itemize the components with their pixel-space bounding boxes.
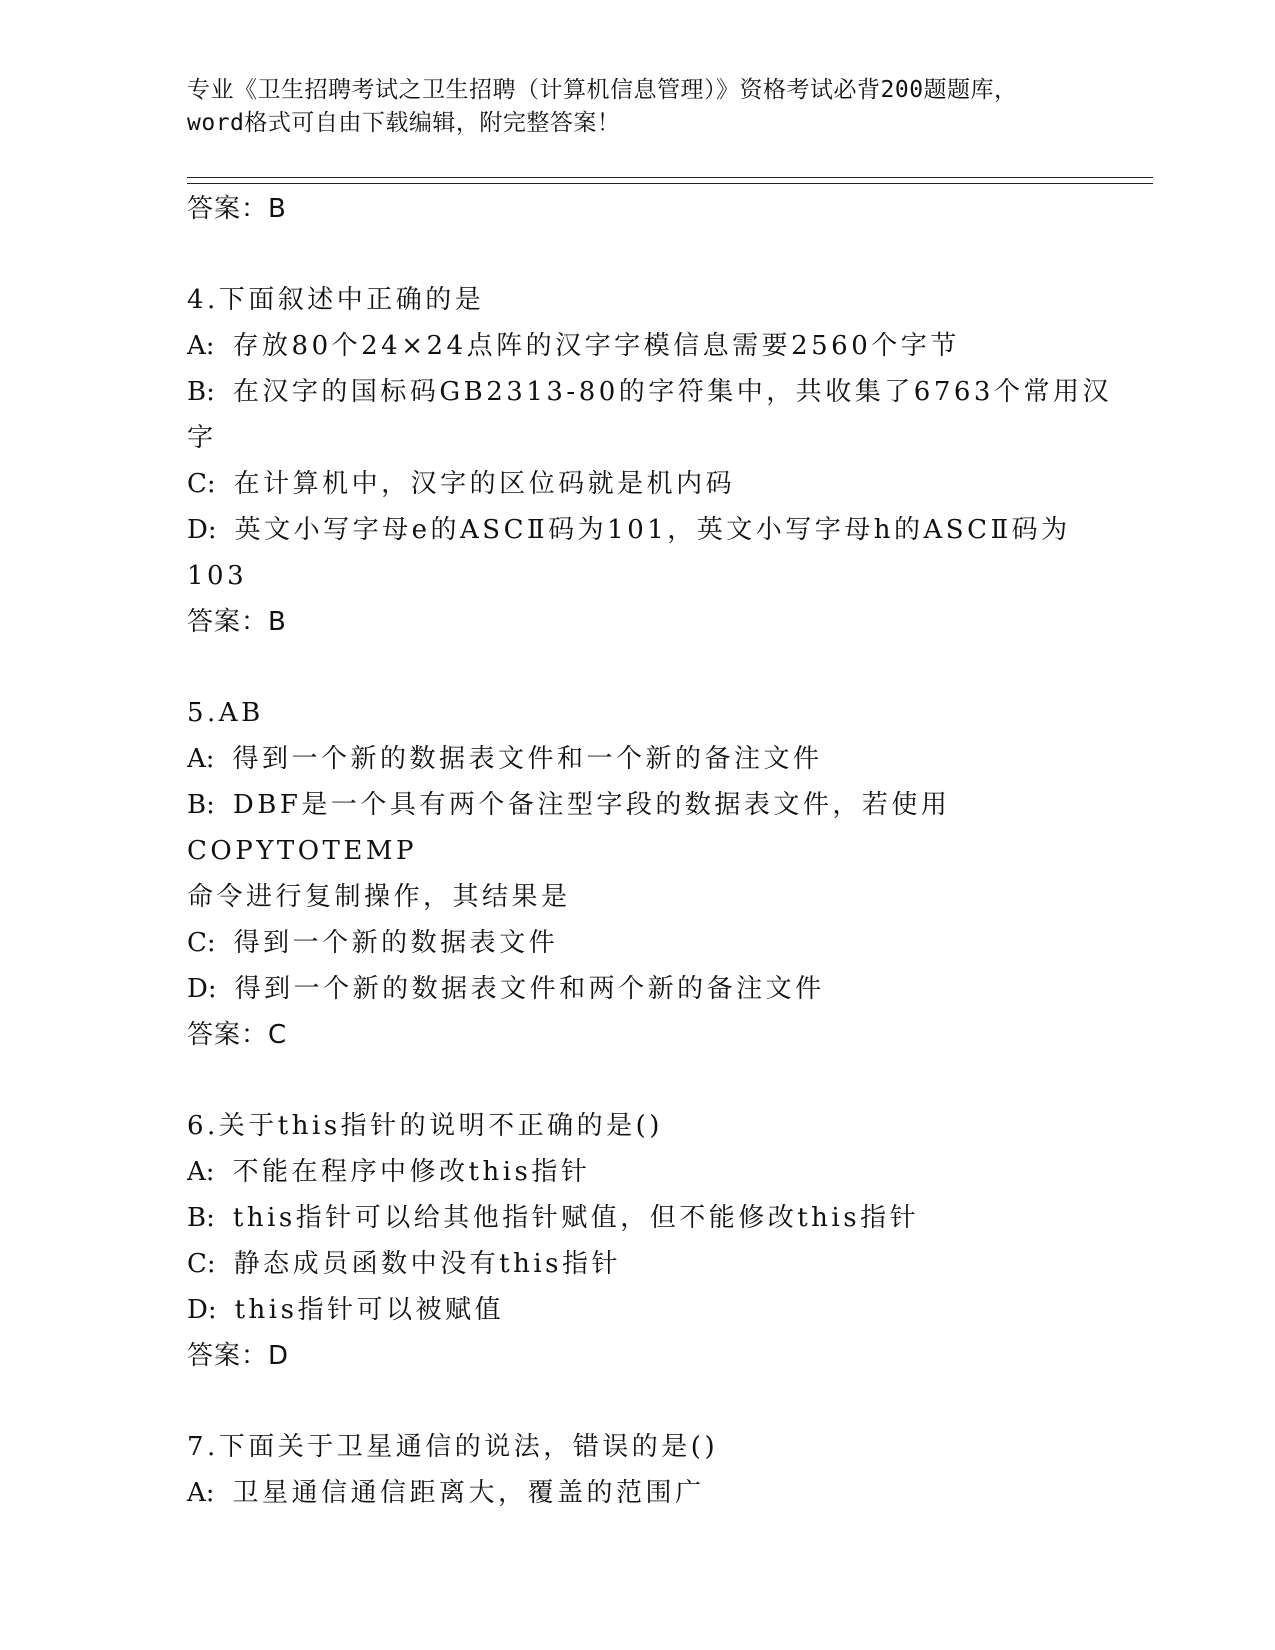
question-gap: [187, 232, 1127, 277]
option-b-continued: [187, 415, 1127, 461]
header-rule-bottom: [187, 183, 1153, 184]
answer-value: C: [268, 1020, 288, 1050]
option-text: 命令进行复制操作，其结果是: [187, 882, 571, 912]
option-key: D:: [187, 515, 217, 545]
question-title: 4.下面叙述中正确的是: [187, 285, 485, 315]
option-d: [187, 507, 1127, 553]
answer-line: [187, 1012, 1127, 1058]
answer-value: B: [268, 607, 287, 637]
document-header: [187, 74, 1087, 140]
option-d: [187, 966, 1127, 1012]
option-key: D:: [187, 1295, 217, 1325]
option-text: 得到一个新的数据表文件: [233, 928, 559, 958]
option-key: A:: [187, 331, 215, 361]
option-key: B:: [187, 1203, 215, 1233]
option-d-continued: [187, 553, 1127, 599]
answer-label: 答案：: [187, 194, 269, 224]
option-a: [187, 323, 1127, 369]
option-b: [187, 1195, 1127, 1241]
option-d: [187, 1287, 1127, 1333]
option-key: A:: [187, 1157, 215, 1187]
option-b-continued: [187, 874, 1127, 920]
option-key: C:: [187, 928, 216, 958]
option-a: [187, 736, 1127, 782]
question-gap: [187, 645, 1127, 690]
option-a: [187, 1470, 1127, 1516]
question-title: 6.关于this指针的说明不正确的是(): [187, 1111, 663, 1141]
option-text: 得到一个新的数据表文件和两个新的备注文件: [234, 974, 825, 1004]
answer-line: [187, 599, 1127, 645]
option-c: [187, 1241, 1127, 1287]
option-text: this指针可以被赋值: [234, 1295, 504, 1325]
answer-value: D: [268, 1341, 290, 1371]
option-key: C:: [187, 469, 216, 499]
option-key: C:: [187, 1249, 216, 1279]
option-key: A:: [187, 1478, 215, 1508]
option-text: 在计算机中，汉字的区位码就是机内码: [233, 469, 736, 499]
question-title: 5.AB: [187, 698, 264, 728]
question-title: 7.下面关于卫星通信的说法，错误的是(): [187, 1432, 719, 1462]
header-rule-top: [187, 177, 1153, 178]
option-c: [187, 461, 1127, 507]
option-text: 静态成员函数中没有this指针: [233, 1249, 622, 1279]
option-text: 103: [187, 561, 248, 591]
option-text: 在汉字的国标码GB2313-80的字符集中，共收集了6763个常用汉: [232, 377, 1112, 407]
question-block: [187, 1103, 1127, 1379]
option-key: D:: [187, 974, 217, 1004]
question-block: [187, 1424, 1127, 1516]
answer-line: [187, 186, 1127, 232]
option-text: 字: [187, 423, 217, 453]
header-line-2: word格式可自由下载编辑，附完整答案！: [187, 110, 621, 136]
option-b: [187, 369, 1127, 415]
question-gap: [187, 1379, 1127, 1424]
answer-label: 答案：: [187, 1020, 269, 1050]
option-text: 卫星通信通信距离大，覆盖的范围广: [232, 1478, 705, 1508]
answer-label: 答案：: [187, 1341, 269, 1371]
option-key: A:: [187, 744, 215, 774]
answer-label: 答案：: [187, 607, 269, 637]
option-text: 不能在程序中修改this指针: [232, 1157, 591, 1187]
question-block: [187, 690, 1127, 1058]
option-a: [187, 1149, 1127, 1195]
option-text: 英文小写字母e的ASCⅡ码为101，英文小写字母h的ASCⅡ码为: [234, 515, 1071, 545]
question-gap: [187, 1058, 1127, 1103]
answer-line: [187, 1333, 1127, 1379]
answer-value: B: [268, 194, 287, 224]
option-key: B:: [187, 790, 215, 820]
option-b: [187, 782, 1127, 874]
header-line-1: 专业《卫生招聘考试之卫生招聘（计算机信息管理）》资格考试必背200题题库，: [187, 77, 1018, 103]
question-list: [187, 186, 1127, 1516]
option-key: B:: [187, 377, 215, 407]
option-text: 存放80个24×24点阵的汉字字模信息需要2560个字节: [232, 331, 960, 361]
option-text: DBF是一个具有两个备注型字段的数据表文件，若使用COPYTOTEMP: [187, 790, 951, 866]
question-block: [187, 277, 1127, 645]
option-text: 得到一个新的数据表文件和一个新的备注文件: [232, 744, 823, 774]
option-text: this指针可以给其他指针赋值，但不能修改this指针: [232, 1203, 920, 1233]
option-c: [187, 920, 1127, 966]
